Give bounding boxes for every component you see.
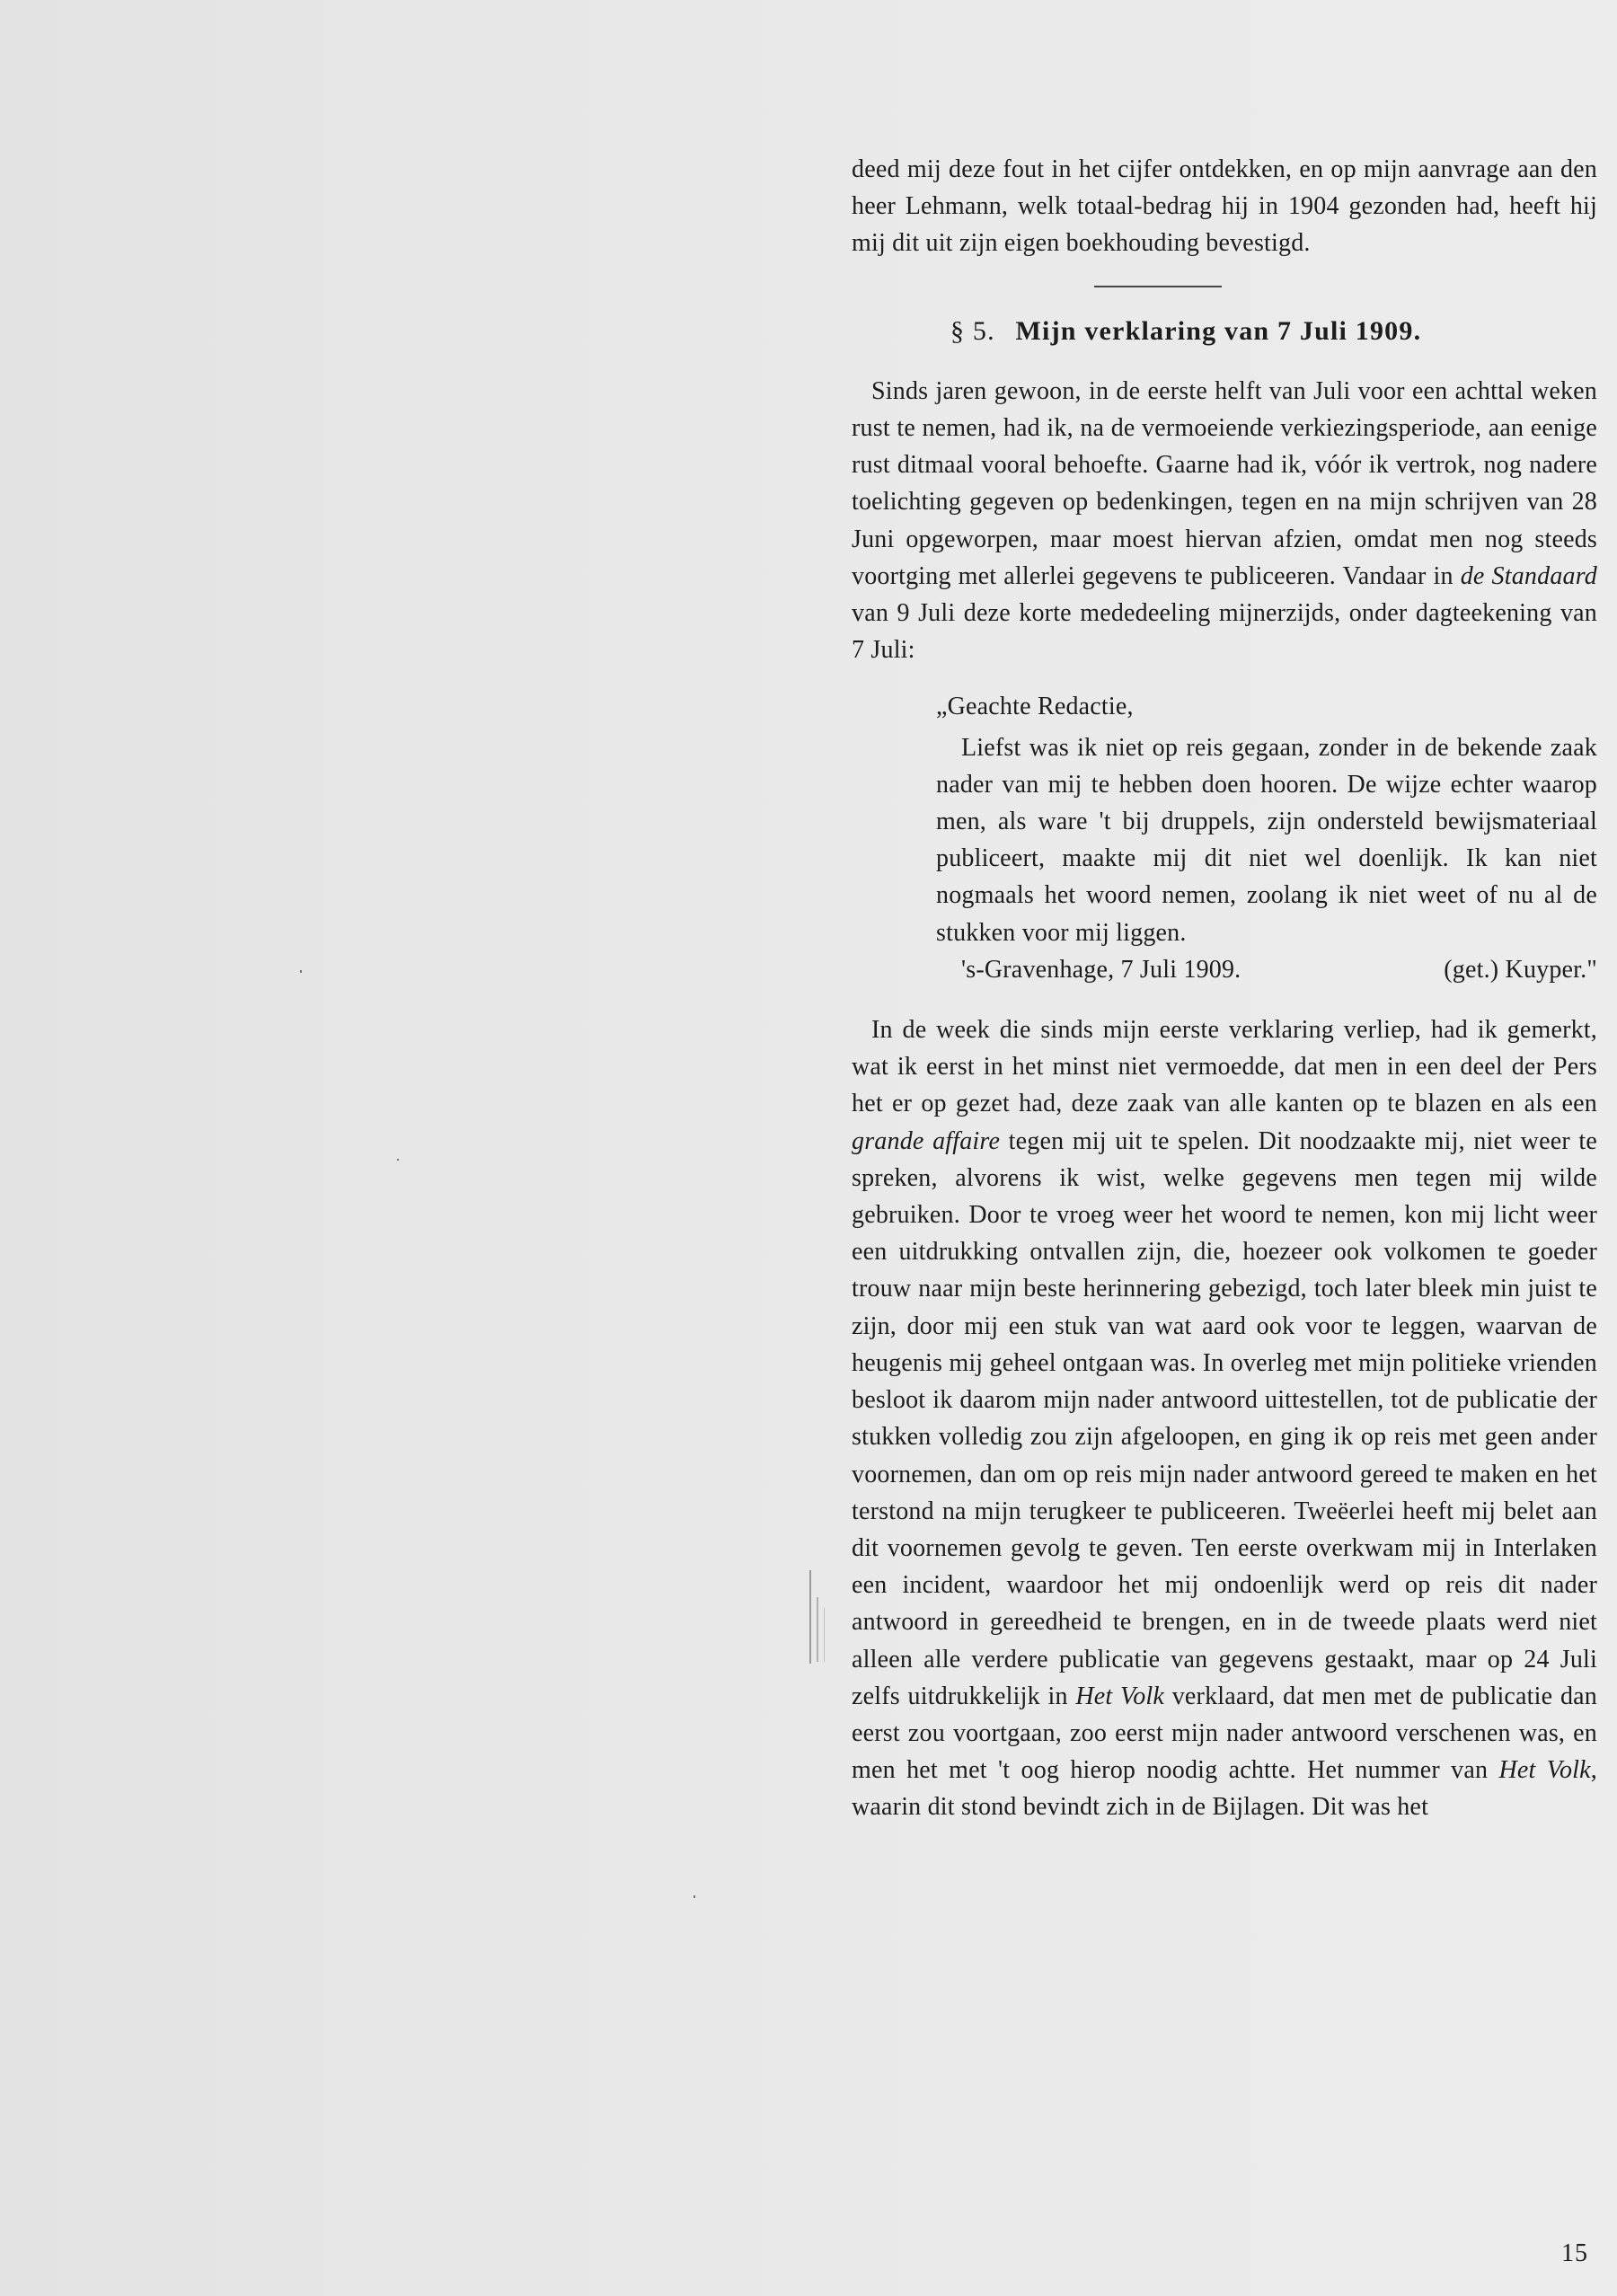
section-mark: § 5. [950,315,995,346]
letter-place-date: 's-Gravenhage, 7 Juli 1909. [961,955,1241,984]
section-title: Mijn verklaring van 7 Juli 1909. [1015,315,1422,346]
paragraph-main [852,1011,1597,1825]
letter-signature: (get.) Kuyper." [1444,955,1597,984]
scan-scratch [817,1597,818,1662]
paragraph-intro [852,373,1597,669]
section-divider [1094,286,1222,287]
scan-scratch [809,1570,811,1664]
newspaper-name: Het Volk [1075,1682,1165,1710]
newspaper-name: Het Volk [1498,1756,1591,1785]
italic-phrase: grande affaire [852,1126,1001,1155]
paragraph-main-text: , waarin dit stond bevindt zich in de Bijlagen. Dit was het [852,1756,1597,1822]
letter-signature-line [936,951,1597,988]
letter-body: Liefst was ik niet op reis gegaan, zonder in de bekende zaak nader van mij te hebben doen hooren. De wijze echter waarop men, als ware 't bij druppels, zijn ondersteld bewijsmateriaal publiceert, maakte mij dit niet wel doenlijk. Ik kan niet nogmaals het woord nemen, zoolang ik niet weet of nu al de stukken voor mij liggen. [936,733,1597,947]
paragraph-main-text: tegen mij uit te spelen. Dit noodzaakte mij, niet weer te spreken, alvorens ik wist, welke gegevens men tegen mij wilde gebruiken. Door te vroeg weer het woord te nemen, kon mij licht weer een uitdrukking ontvallen zijn, die, hoezeer ook volkomen te goeder trouw naar mijn beste herinnering gebezigd, toch later bleek min juist te zijn, door mij een stuk van wat aard ook voor te leggen, waarvan de heugenis mij geheel ontgaan was. In overleg met mijn politieke vrienden besloot ik daarom mijn nader antwoord uittestellen, tot de publicatie der stukken volledig zou zijn afgeloopen, en ging ik op reis met geen ander voornemen, dan om op reis mijn nader antwoord gereed te maken en het terstond na mijn terugkeer te publiceeren. Tweëerlei heeft mij belet aan dit voornemen gevolg te geven. Ten eerste overkwam mij in Interlaken een incident, waardoor het mij ondoenlijk werd op reis dit nader antwoord in gereedheid te brengen, en in de tweede plaats werd niet alleen alle verdere publicatie van gegevens gestaakt, maar op 24 Juli zelfs uitdrukkelijk in [852,1126,1598,1710]
quoted-letter [936,688,1597,988]
scan-scratch [824,1608,825,1662]
page-number: 15 [1561,2239,1588,2267]
paragraph-intro-text: Sinds jaren gewoon, in de eerste helft van Juli voor een achttal weken rust te nemen, had ik, na de vermoeiende verkiezingsperiode, aan eenige rust ditmaal vooral behoefte. Gaarne had ik, vóór ik vertrok, nog nadere toelichting gegeven op bedenkingen, tegen en na mijn schrijven van 28 Juni opgeworpen, maar moest hiervan afzien, omdat men nog steeds voortging met allerlei gegevens te publiceeren. Vandaar in [852,376,1597,590]
paragraph-intro-text-end: van 9 Juli deze korte mededeeling mijnerzijds, onder dagteekening van 7 Juli: [852,599,1597,665]
scan-speck [694,1895,695,1898]
text-column [852,151,1597,1826]
paragraph-main-text: In de week die sinds mijn eerste verklaring verliep, had ik gemerkt, wat ik eerst in het minst niet vermoedde, dat men in een deel der Pers het er op gezet had, deze zaak van alle kanten op te blazen en als een [852,1016,1597,1118]
scan-speck [300,970,302,973]
paragraph-main-text: verklaard, dat men met de publicatie dan eerst zou voortgaan, zoo eerst mijn nader antwoord verschenen was, en men het met 't oog hierop noodig achtte. Het nummer van [852,1682,1597,1785]
newspaper-name: de Standaard [1460,561,1597,590]
top-paragraph: deed mij deze fout in het cijfer ontdekken, en op mijn aanvrage aan den heer Lehmann, welk totaal-bedrag hij in 1904 gezonden had, heeft hij mij dit uit zijn eigen boekhouding bevestigd. [852,155,1597,258]
scan-speck [397,1159,399,1161]
section-heading [852,313,1597,349]
letter-greeting: „Geachte Redactie, [936,693,1134,721]
